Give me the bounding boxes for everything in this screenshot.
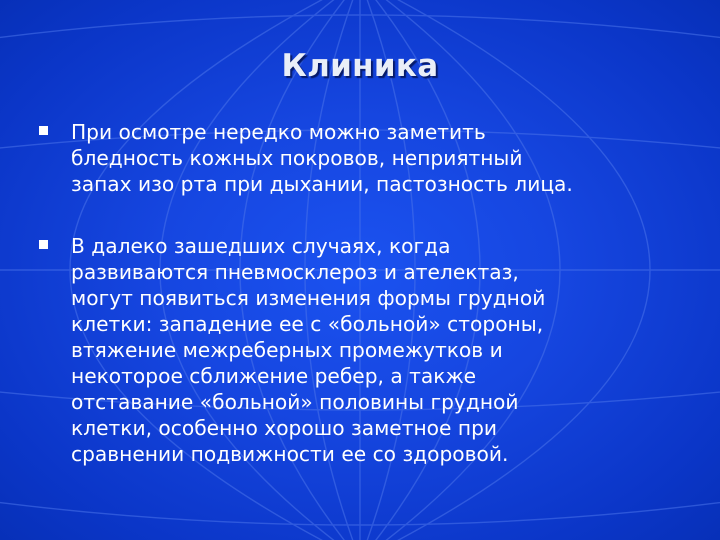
- bullet-text: При осмотре нередко можно заметить бледность кожных покровов, неприятный запах изо рта при дыхании, пастозность лица.: [71, 120, 573, 196]
- slide-title: Клиника: [281, 48, 439, 84]
- square-bullet-icon: [39, 240, 48, 249]
- square-bullet-icon: [39, 126, 48, 135]
- bullet-text: В далеко зашедших случаях, когда развиваются пневмосклероз и ателектаз, могут появиться изменения формы грудной клетки: западение ее с «больной» стороны, втяжение межреберных промежутков и некоторое сближение ребер, а также отставание «больной» половины грудной клетки, особенно хорошо заметное при сравнении подвижности ее со здоровой.: [71, 234, 546, 466]
